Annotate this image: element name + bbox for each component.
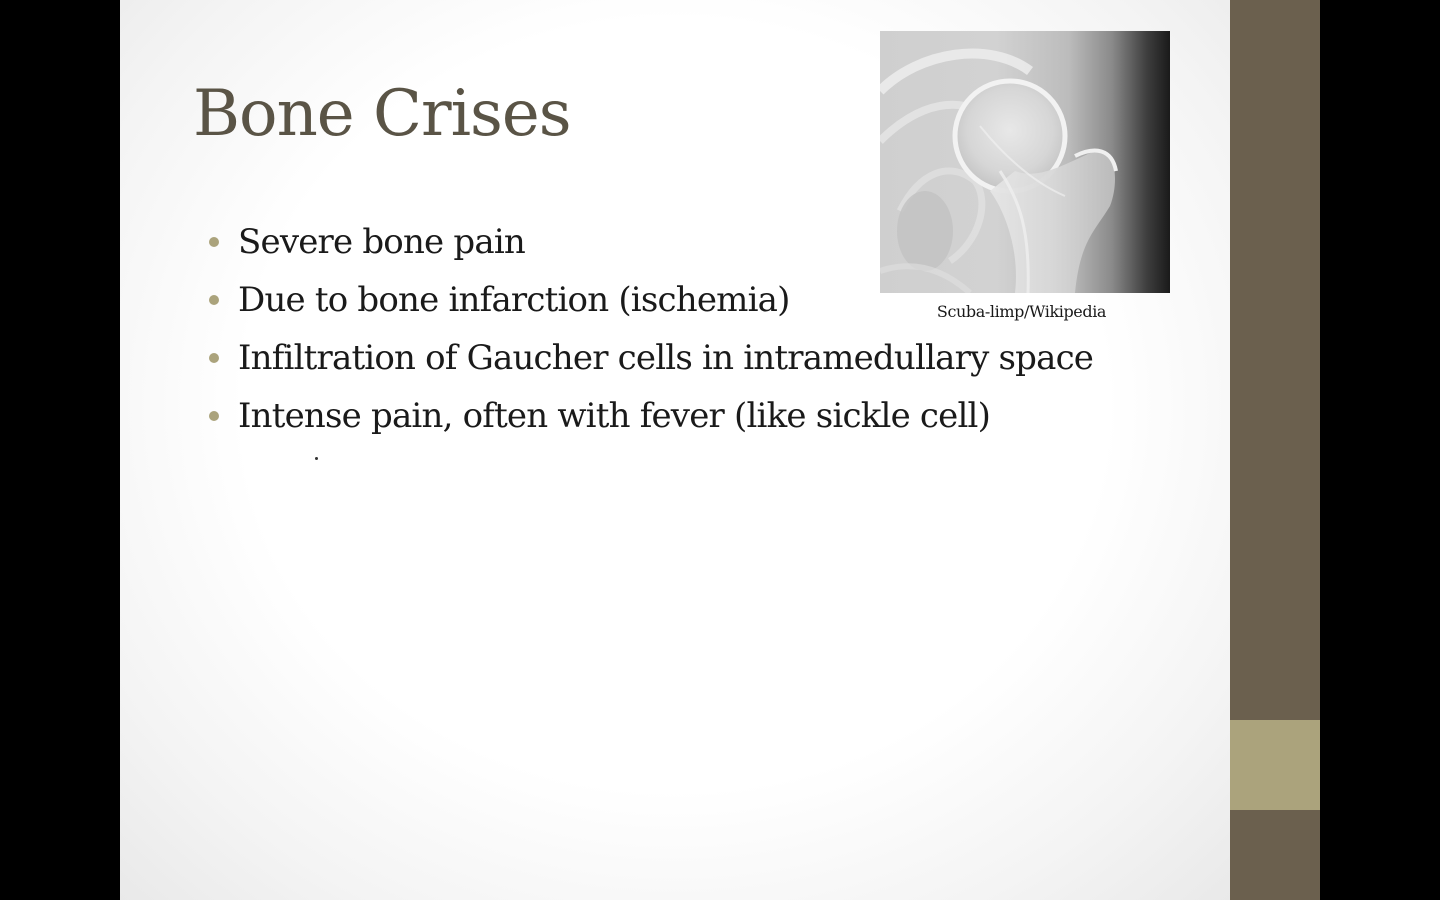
bullet-text: Due to bone infarction (ischemia) — [238, 280, 790, 320]
bullet-dot-icon — [209, 411, 219, 421]
slide-title: Bone Crises — [193, 77, 571, 151]
hip-xray-image — [880, 31, 1170, 293]
bullet-dot-icon — [209, 353, 219, 363]
bullet-item — [206, 331, 1093, 389]
bullet-text: Infiltration of Gaucher cells in intramedullary space — [238, 338, 1094, 378]
image-caption: Scuba-limp/Wikipedia — [936, 302, 1107, 321]
stray-mark — [315, 457, 318, 460]
bullet-text: Severe bone pain — [238, 222, 525, 262]
bullet-dot-icon — [209, 237, 219, 247]
slide-sidebar-accent — [1230, 720, 1320, 810]
bullet-text: Intense pain, often with fever (like sickle cell) — [238, 396, 991, 436]
bullet-item — [206, 389, 1093, 447]
bullet-dot-icon — [209, 295, 219, 305]
